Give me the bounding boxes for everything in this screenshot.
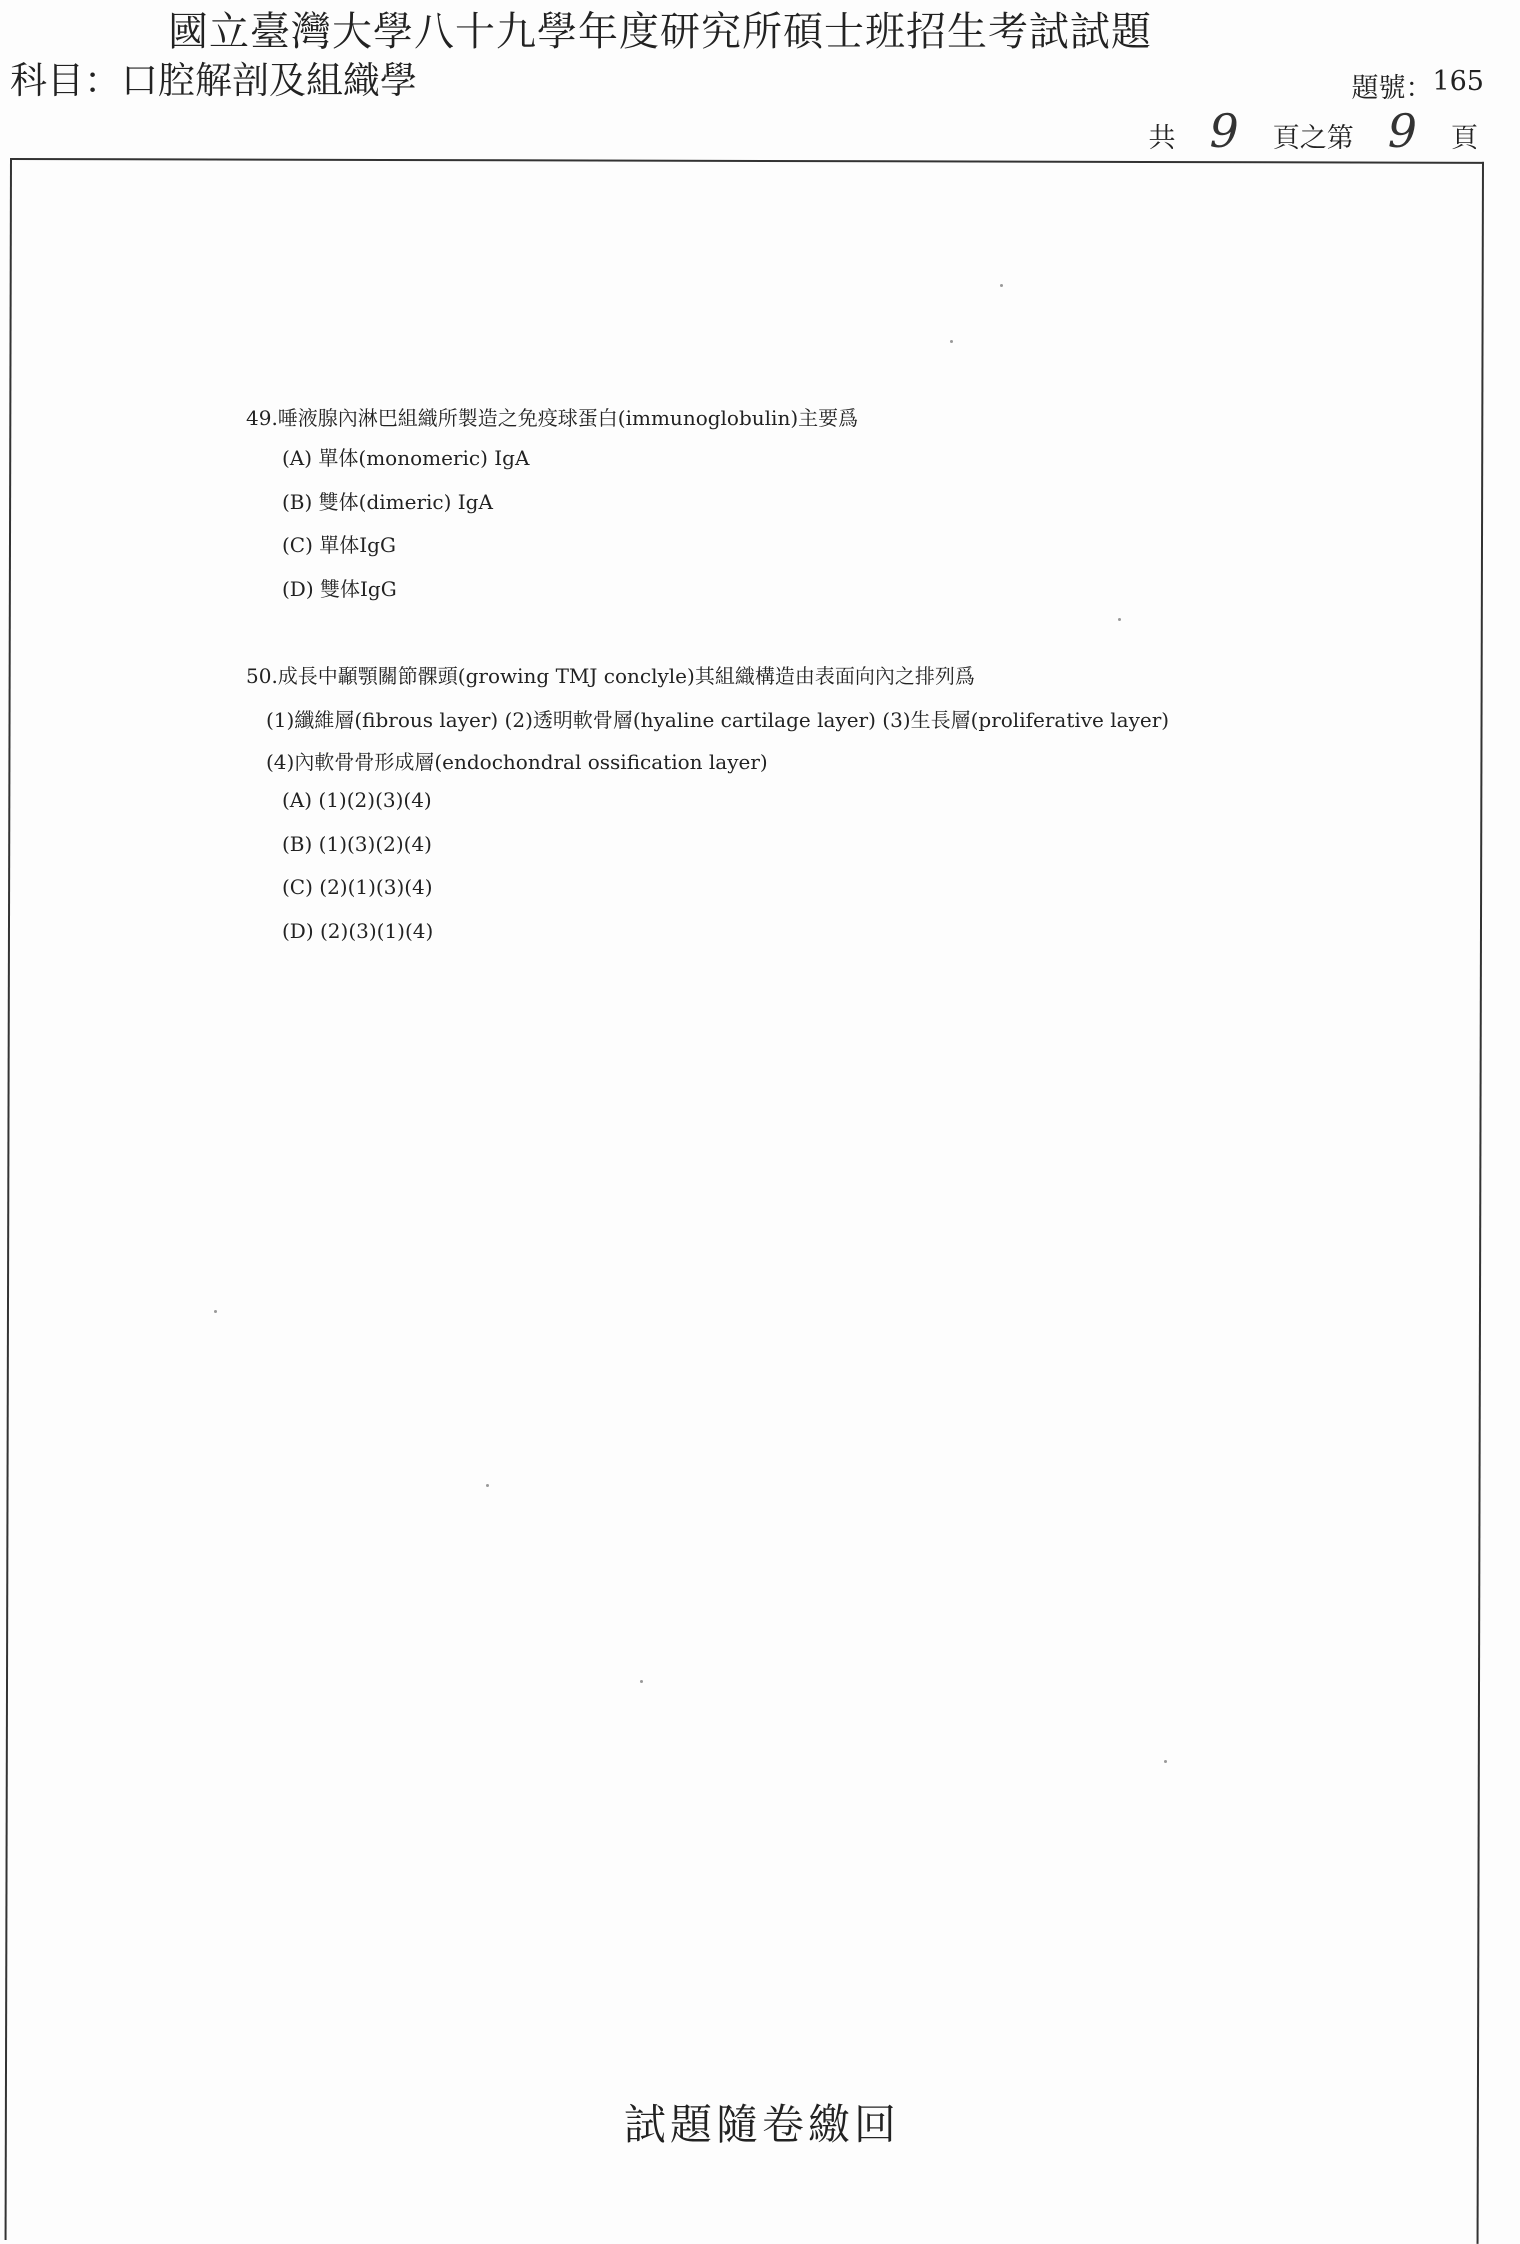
scan-speck (1000, 284, 1003, 287)
option-a: (A) 單体(monomeric) IgA (282, 446, 530, 470)
question-statement-line: (1)纖維層(fibrous layer) (2)透明軟骨層(hyaline cartilage layer) (3)生長層(proliferative layer) (266, 708, 1170, 732)
pages-mid: 頁之第 (1272, 123, 1354, 154)
question-50 (246, 660, 1169, 962)
code-label: 題號： (1351, 73, 1433, 104)
pages-total-prefix: 共 (1148, 123, 1176, 154)
exam-title-text: 國立臺灣大學八十九學年度研究所碩士班招生考試試題 (168, 9, 1152, 55)
option-b: (B) 雙体(dimeric) IgA (282, 489, 493, 514)
subject-label: 科目： (10, 59, 121, 102)
scan-speck (1164, 1760, 1167, 1763)
question-49 (246, 402, 858, 616)
scan-speck (214, 1310, 217, 1313)
question-code (1351, 66, 1484, 105)
subject-line (10, 50, 417, 104)
scan-speck (950, 340, 953, 343)
question-stem: 50.成長中顳顎關節髁頭(growing TMJ conclyle)其組織構造由表面向內之排列爲 (246, 664, 975, 688)
scan-speck (486, 1484, 489, 1487)
option-d: (D) (2)(3)(1)(4) (282, 918, 434, 943)
option-c: (C) 單体IgG (282, 533, 396, 557)
scan-speck (1118, 618, 1121, 621)
code-value: 165 (1432, 66, 1484, 97)
return-notice-text: 試題隨卷繳回 (623, 2100, 900, 2149)
pages-current-handwritten: 9 (1387, 104, 1417, 158)
pages-total-handwritten: 9 (1209, 104, 1239, 158)
question-stem: 49.唾液腺內淋巴組織所製造之免疫球蛋白(immunoglobulin)主要爲 (246, 406, 859, 430)
option-a: (A) (1)(2)(3)(4) (282, 788, 432, 812)
question-statement-line: (4)內軟骨骨形成層(endochondral ossification layer) (266, 750, 768, 774)
option-d: (D) 雙体IgG (282, 576, 397, 601)
return-notice-handwritten (0, 2092, 1520, 2152)
pages-suffix: 頁 (1451, 123, 1478, 154)
subject-value: 口腔解剖及組織學 (121, 59, 417, 102)
option-b: (B) (1)(3)(2)(4) (282, 831, 432, 856)
exam-title (0, 0, 1520, 57)
scan-speck (640, 1680, 643, 1683)
option-c: (C) (2)(1)(3)(4) (282, 875, 433, 899)
page-indicator (1148, 104, 1478, 158)
